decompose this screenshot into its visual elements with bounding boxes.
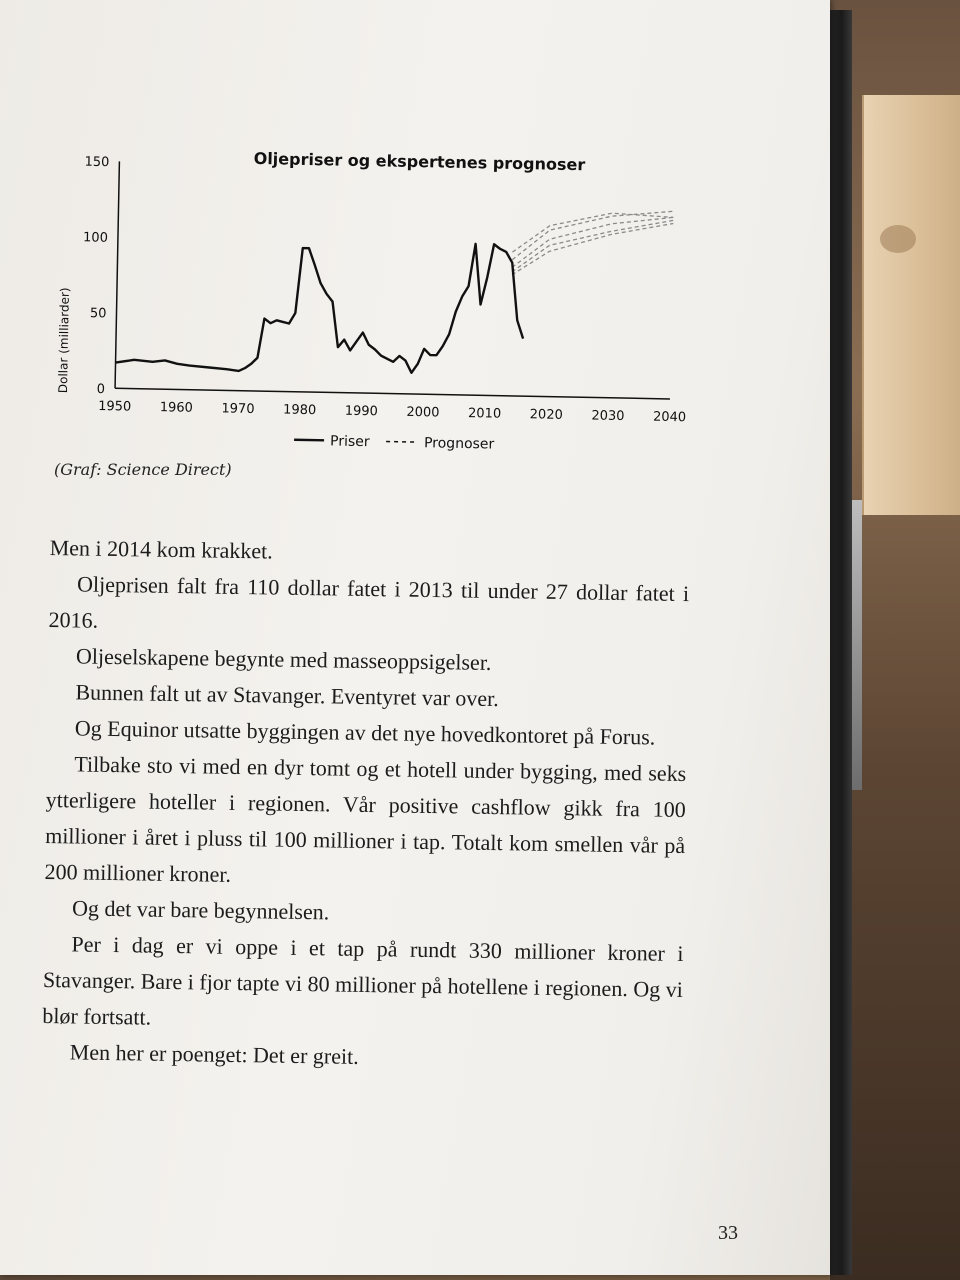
paragraph: Bunnen falt ut av Stavanger. Eventyret var over. — [75, 679, 499, 712]
plank-knot — [880, 225, 916, 253]
y-axis-line — [115, 161, 119, 388]
paragraph: Oljeprisen falt fra 110 dollar fatet i 2013 til under 27 dollar fatet i 2016. — [48, 571, 690, 633]
y-tick-label: 50 — [89, 306, 107, 322]
body-text — [42, 530, 690, 1080]
page-number: 33 — [718, 1222, 738, 1244]
forecast-line — [512, 217, 673, 275]
forecast-lines — [512, 208, 674, 278]
paragraph: Men her er poenget: Det er greit. — [69, 1039, 359, 1069]
x-tick-label: 2030 — [591, 408, 625, 425]
legend-price-swatch — [294, 440, 324, 441]
x-tick-label: 1990 — [344, 403, 379, 420]
paragraph: Tilbake sto vi med en dyr tomt og et hotell under bygging, med seks ytterligere hoteller i regionen. Vår positive cashflow gikk fra 100 millioner i året i pluss til 100 millioner i tap. Totalt kom smellen vår på 200 millioner kroner. — [44, 751, 687, 887]
y-tick-label: 150 — [84, 154, 110, 171]
paragraph: Oljeselskapene begynte med masseoppsigelser. — [75, 643, 492, 675]
x-tick-label: 2000 — [406, 404, 440, 421]
legend-forecast-label: Prognoser — [423, 435, 495, 453]
oil-price-chart — [43, 130, 709, 483]
x-tick-label: 1980 — [282, 402, 317, 419]
legend — [294, 433, 495, 453]
y-axis-label: Dollar (milliarder) — [55, 287, 72, 394]
y-tick-label: 100 — [82, 230, 109, 246]
chart-svg — [43, 130, 709, 483]
y-tick-label: 0 — [96, 381, 106, 398]
paragraph: Per i dag er vi oppe i et tap på rundt 330 millioner kroner i Stavanger. Bare i fjor tapte vi 80 millioner på hotellene i regionen. Og vi blør fortsatt. — [42, 931, 684, 1030]
chart-caption: (Graf: Science Direct) — [54, 460, 232, 479]
paragraph: Og det var bare begynnelsen. — [71, 895, 330, 925]
paragraph: Og Equinor utsatte byggingen av det nye hovedkontoret på Forus. — [74, 715, 656, 750]
y-ticks — [80, 155, 109, 397]
paragraph: Men i 2014 kom krakket. — [49, 534, 273, 564]
chart-title: Oljepriser og ekspertenes prognoser — [253, 148, 586, 175]
x-tick-label: 2010 — [467, 406, 502, 422]
x-tick-label: 2040 — [652, 409, 687, 426]
x-tick-label: 1950 — [98, 398, 132, 415]
x-tick-label: 1970 — [221, 401, 255, 417]
book-edge-highlight — [852, 500, 862, 790]
x-tick-label: 1960 — [159, 400, 194, 416]
price-line — [115, 237, 524, 376]
background-plank — [862, 95, 960, 515]
forecast-line — [512, 214, 673, 270]
x-tick-label: 2020 — [529, 407, 563, 423]
x-axis-line — [115, 388, 670, 399]
x-ticks — [98, 399, 686, 425]
legend-forecast-swatch — [386, 442, 416, 443]
legend-price-label: Priser — [329, 433, 370, 451]
